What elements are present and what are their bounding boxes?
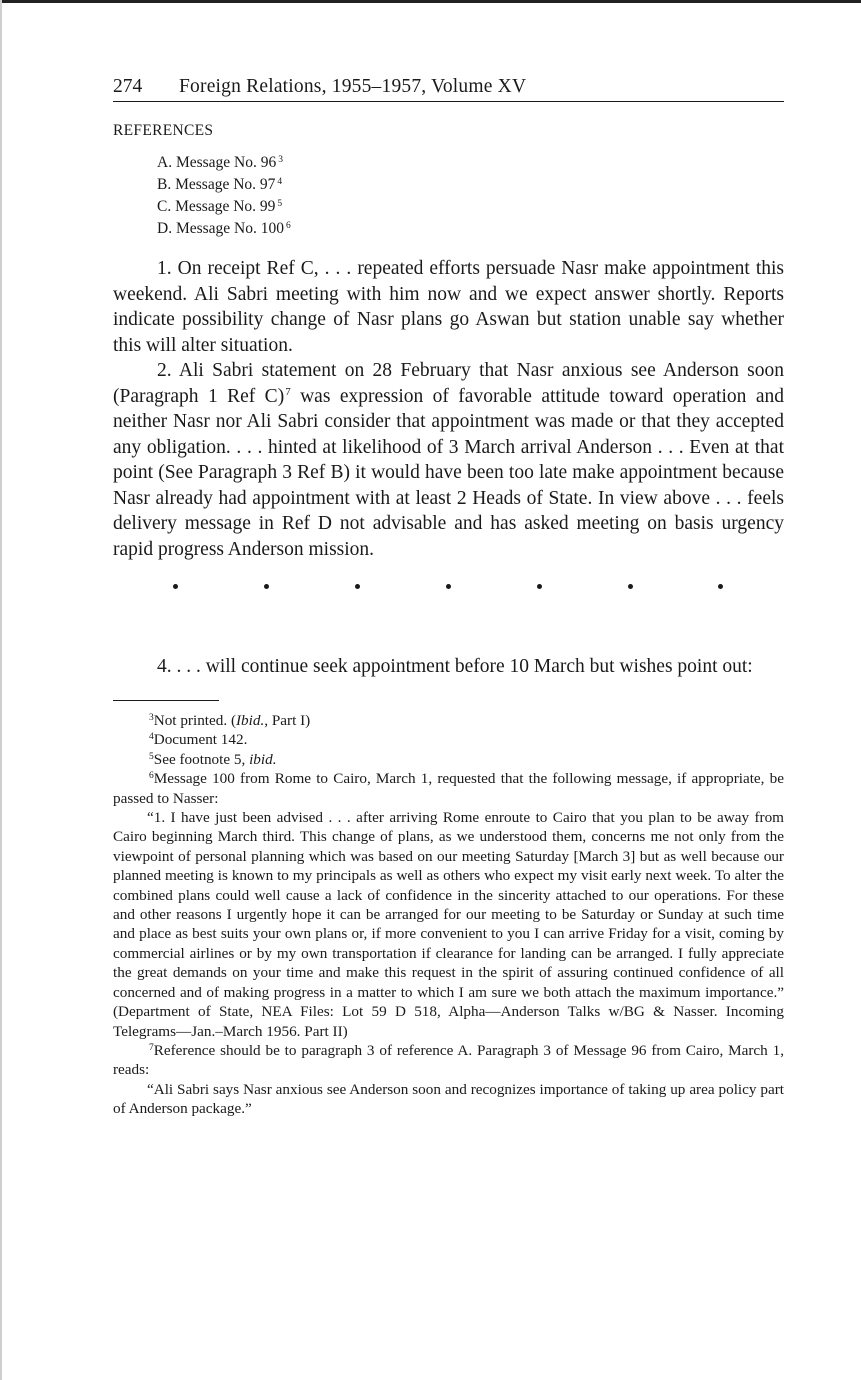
ellipsis-dot [446,584,451,589]
paragraph-1: 1. On receipt Ref C, . . . repeated efforts persuade Nasr make appointment this weekend. Ali Sabri meeting with him now and we expect answer shortly. Reports indicate possibility change of Nasr plans go Aswan but station unable say whether this will alter situation. [113,258,784,356]
running-title: Foreign Relations, 1955–1957, Volume XV [179,76,527,97]
reference-item: A. Message No. 96 $^3$ [157,154,283,171]
footnote-3: $^3$Not printed. (Ibid., Part I) [149,712,311,729]
reference-item: D. Message No. 100 $^6$ [157,220,291,237]
footnote-7: $^7$Reference should be to paragraph 3 of reference A. Paragraph 3 of Message 96 from Cairo, March 1, reads: [113,1041,784,1079]
footnote-rule [113,700,219,702]
footnote-marker[interactable]: 4 [277,177,283,187]
footnote-marker[interactable]: 5 [277,199,283,209]
page-left-edge [0,0,2,1380]
footnote-marker[interactable]: 7 [285,385,291,398]
footnote-5: $^5$See footnote 5, ibid. [149,750,277,768]
omission-ellipsis [113,562,784,654]
footnote-marker[interactable]: 3 [278,155,283,165]
footnote-4: $^4$Document 142. [149,731,248,749]
references-heading: REFERENCES [113,122,214,139]
ellipsis-dot [537,584,542,589]
reference-item: B. Message No. 97 $^4$ [157,176,283,193]
ellipsis-dot [264,584,269,589]
running-header [113,76,784,102]
footnote-6: $^6$Message 100 from Rome to Cairo, March 1, requested that the following message, if appropriate, be passed to Nasser: [113,770,784,807]
ellipsis-dot [355,584,360,589]
document-page [113,76,784,1119]
footnote-6-quote: “1. I have just been advised . . . after arriving Rome enroute to Cairo that you plan to be away from Cairo beginning March third. This change of plans, as we understood them, concerns me not only from the viewpoint of personal planning which was based on our meeting Saturday [March 3] but as well because our planned meeting is known to my principals as well as others who expect my visit early next week. To alter the combined plans could well cause a lack of confidence in the sincerity attached to our operations. For these and other reasons I urgently hope it can be arranged for our meeting to be Saturday or Sunday at such time and place as best suits your own plans or, if more convenient to you I can arrive Friday for a visit, coming by commercial airlines or by my own transportation if clearance for landing can be arranged. I fully appreciate the great demands on your time and make this request in the spirit of assuring continued confidence of all concerned and of making progress in a matter to which I am sure we both attach the maximum importance.” (Department of State, NEA Files: Lot 59 D 518, Alpha—Anderson Talks w/BG & Nasser. Incoming Telegrams—Jan.–March 1956. Part II) [113,809,784,1040]
footnote-marker[interactable]: 6 [286,221,291,231]
paragraph-2: 2. Ali Sabri statement on 28 February that Nasr anxious see Anderson soon (Paragraph 1 Ref C)$^7$ was expression of favorable attitude toward operation and neither Nasr nor Ali Sabri consider that appointment was made or that they accepted any obligation. . . . hinted at likelihood of 3 March arrival Anderson . . . Even at that point (See Paragraph 3 Ref B) it would have been too late make appointment because Nasr already had appointment with at least 2 Heads of State. In view above . . . feels delivery message in Ref D not advisable and has asked meeting on basis urgency rapid progress Anderson mission. [113,360,784,560]
references-list [157,152,784,240]
ellipsis-dot [718,584,723,589]
footnotes [113,711,784,1119]
paragraph-4: 4. . . . will continue seek appointment before 10 March but wishes point out: [157,656,753,677]
document-body [113,256,784,680]
ellipsis-dot [628,584,633,589]
ellipsis-dot [173,584,178,589]
page-number: 274 [113,76,143,97]
reference-item: C. Message No. 99 $^5$ [157,198,283,215]
footnote-7-quote: “Ali Sabri says Nasr anxious see Anderson soon and recognizes importance of taking up area policy part of Anderson package.” [113,1080,784,1118]
page-top-edge [0,0,861,3]
